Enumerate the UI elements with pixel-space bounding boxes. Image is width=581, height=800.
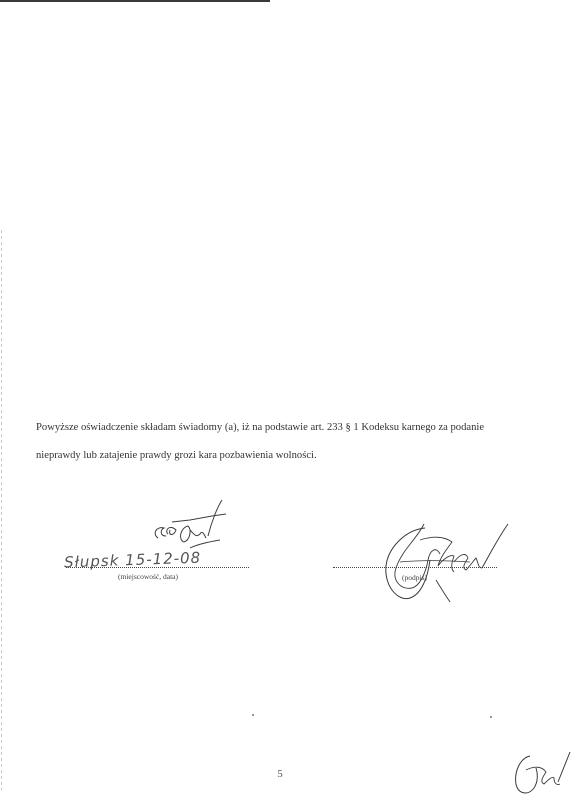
statement-line-2: nieprawdy lub zatajenie prawdy grozi kara pozbawienia wolności. <box>36 450 317 461</box>
place-date-handwritten: Słupsk 15-12-08 <box>63 548 202 572</box>
place-date-caption: (miejscowość, data) <box>118 572 178 581</box>
initials-mark <box>150 500 230 560</box>
place-date-line <box>66 567 249 568</box>
scan-edge-top <box>0 0 270 2</box>
scan-speck <box>252 714 254 716</box>
declaration-statement <box>36 414 546 470</box>
scan-edge-left <box>1 230 2 790</box>
statement-line-1: Powyższe oświadczenie składam świadomy (a), iż na podstawie art. 233 § 1 Kodeksu karnego za podanie <box>36 422 485 433</box>
handwritten-signature <box>380 510 520 610</box>
corner-initials <box>512 748 572 798</box>
signature-caption: (podpis) <box>402 573 427 582</box>
scan-speck <box>490 716 492 718</box>
page-number: 5 <box>277 768 283 780</box>
